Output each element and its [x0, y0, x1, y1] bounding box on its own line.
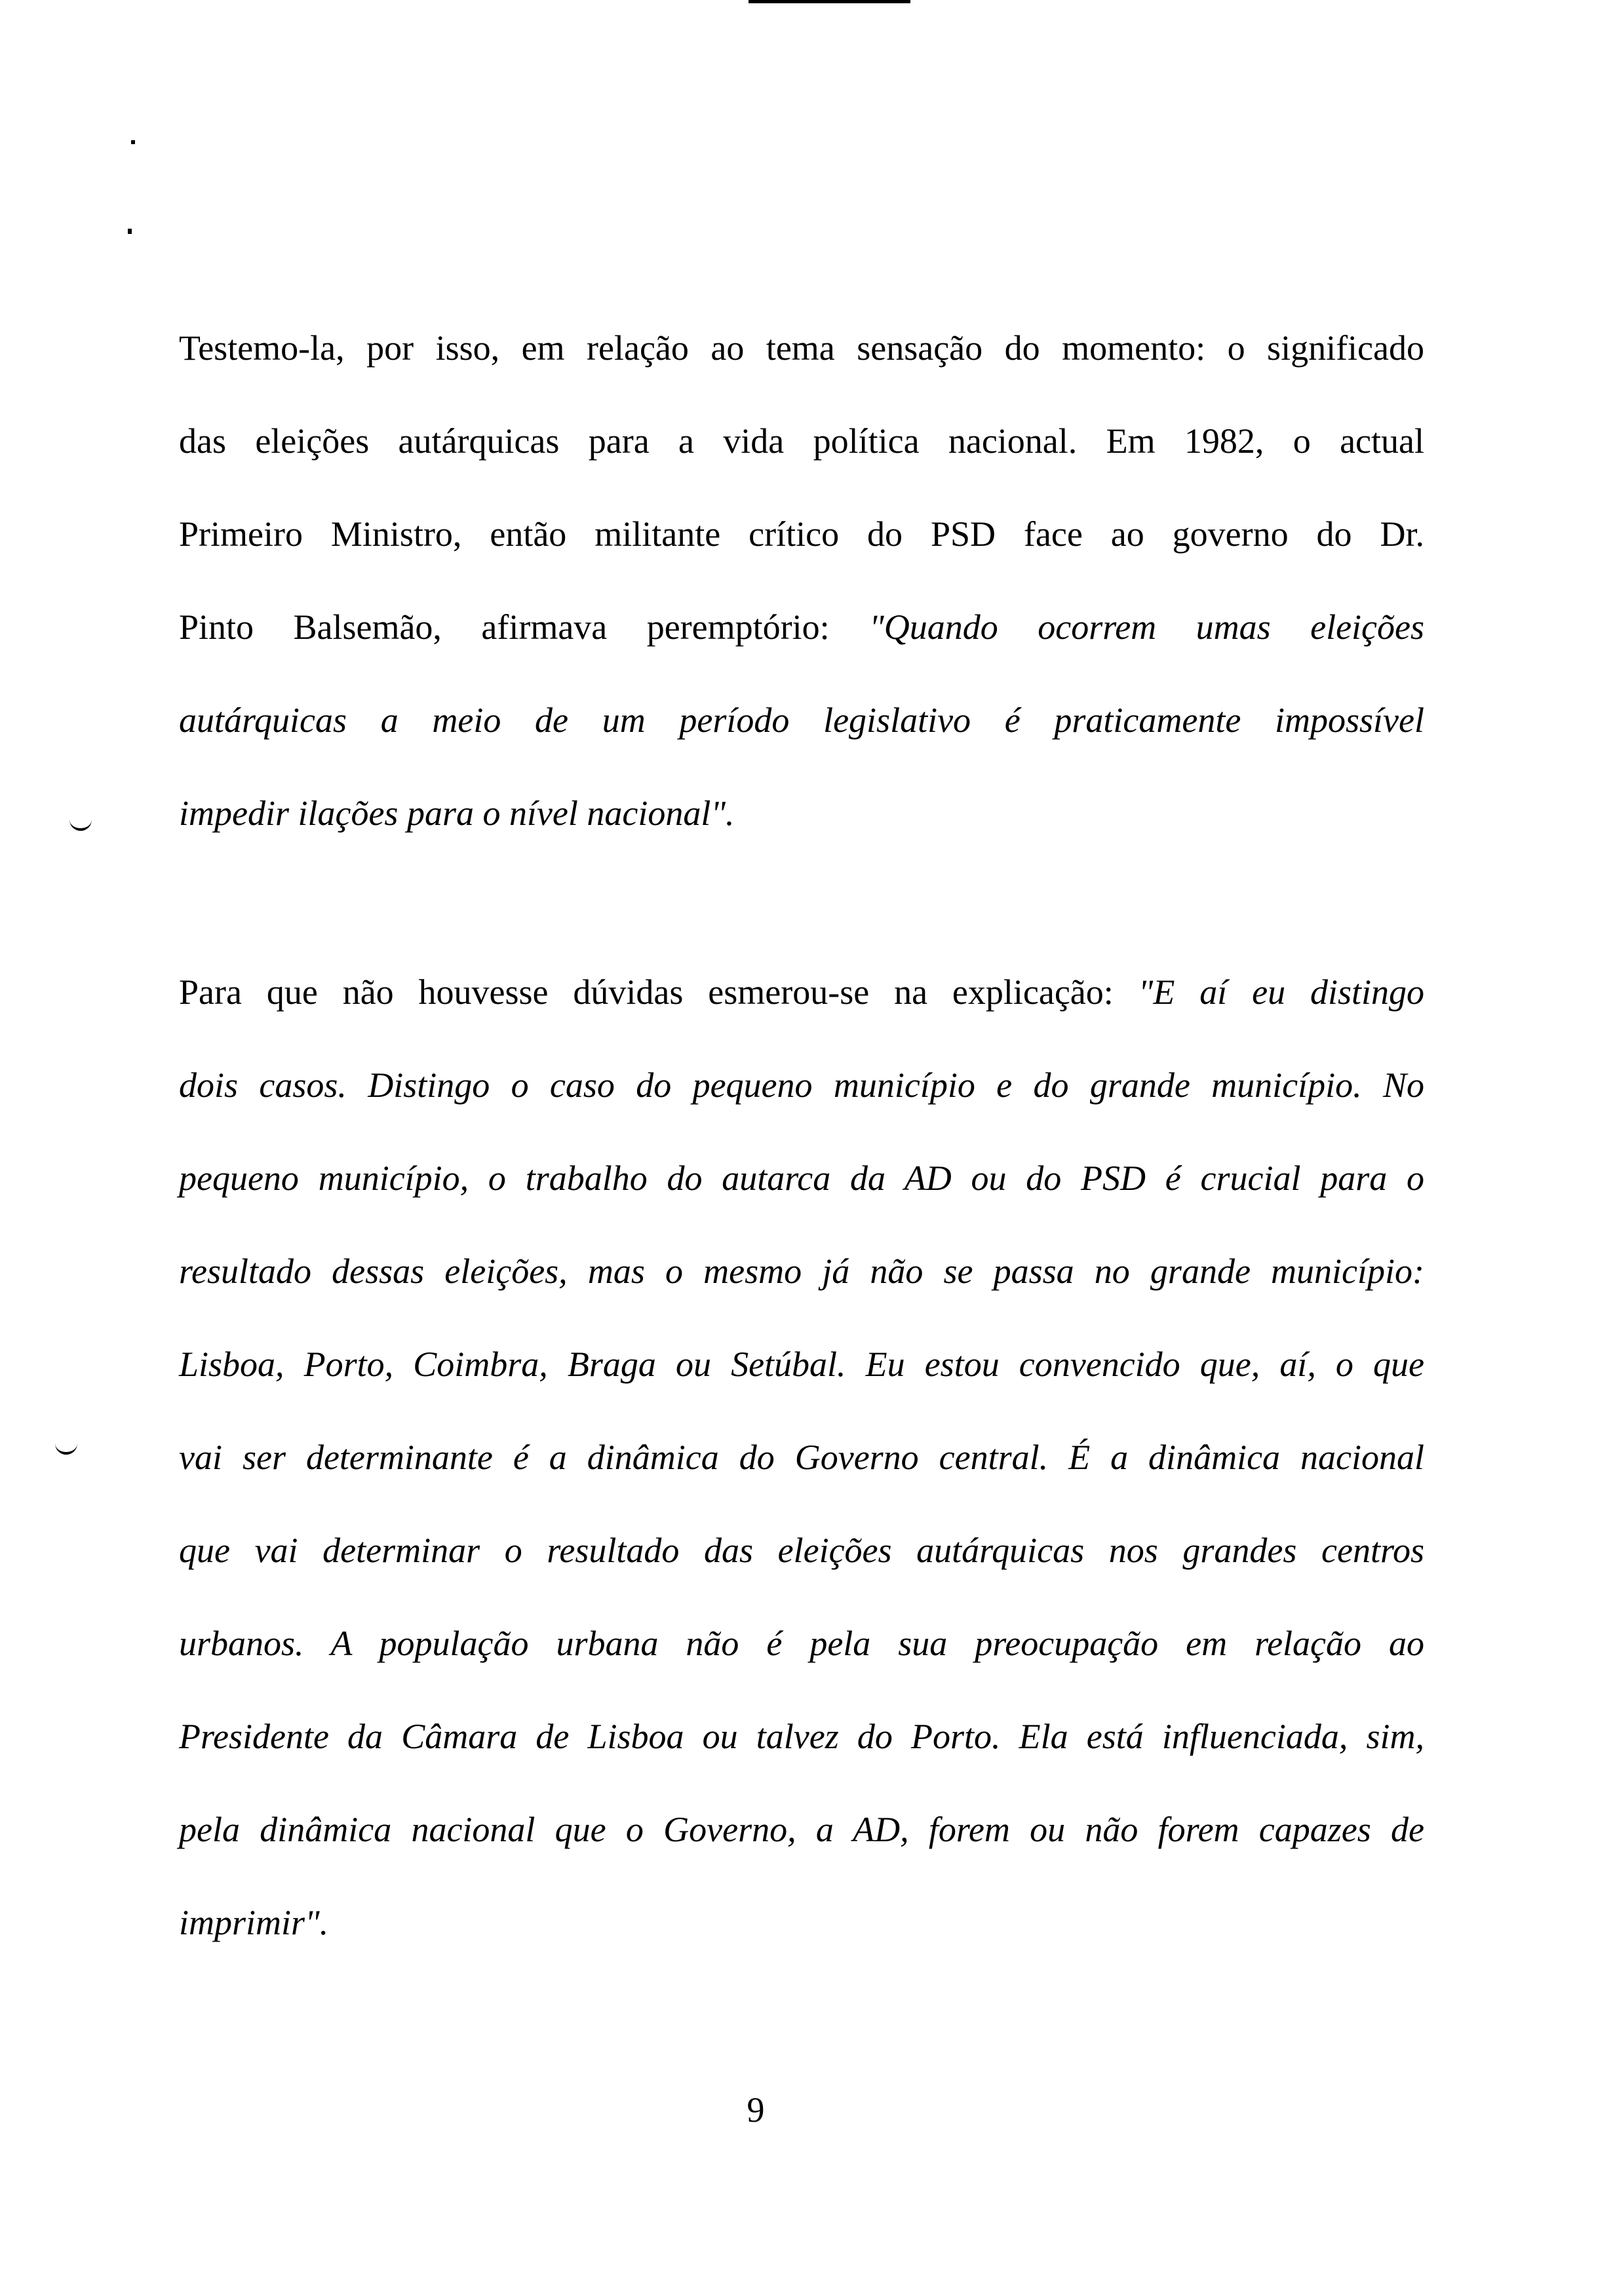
text-line [179, 1436, 1424, 1478]
quoted-text: resultado dessas eleições, mas o mesmo já não se passa no grande município: [179, 1252, 1424, 1291]
text-line [179, 1622, 1424, 1664]
margin-check-mark [69, 818, 92, 831]
quoted-text: impedir ilações para o nível nacional". [179, 794, 735, 833]
text-line [179, 1715, 1424, 1757]
body-text-segment: das eleições autárquicas para a vida política nacional. Em 1982, o actual [179, 421, 1424, 461]
quoted-text: urbanos. A população urbana não é pela sua preocupação em relação ao [179, 1624, 1424, 1663]
quoted-text: vai ser determinante é a dinâmica do Governo central. É a dinâmica nacional [179, 1438, 1424, 1477]
body-text-segment: Primeiro Ministro, então militante crítico do PSD face ao governo do Dr. [179, 514, 1424, 554]
text-line [179, 1064, 1424, 1106]
quoted-text: "E aí eu distingo [1138, 972, 1424, 1012]
text-line [179, 513, 1424, 555]
text-line [179, 1808, 1424, 1850]
margin-dot [128, 229, 132, 234]
quoted-text: Presidente da Câmara de Lisboa ou talvez do Porto. Ela está influenciada, sim, [179, 1717, 1424, 1756]
body-text-segment: Para que não houvesse dúvidas esmerou-se na explicação: [179, 972, 1138, 1012]
body-text-segment: Testemo-la, por isso, em relação ao tema sensação do momento: o significado [179, 328, 1424, 368]
quoted-text: dois casos. Distingo o caso do pequeno município e do grande município. No [179, 1065, 1424, 1105]
text-line [179, 420, 1424, 462]
text-line [179, 699, 1424, 741]
quoted-text: que vai determinar o resultado das eleições autárquicas nos grandes centros [179, 1531, 1424, 1570]
text-line [179, 1529, 1424, 1571]
quoted-text: pequeno município, o trabalho do autarca da AD ou do PSD é crucial para o [179, 1158, 1424, 1198]
text-line [179, 1902, 1424, 1943]
text-line [179, 1157, 1424, 1199]
quoted-text: pela dinâmica nacional que o Governo, a AD, forem ou não forem capazes de [179, 1810, 1424, 1849]
top-scan-mark [749, 0, 910, 3]
page-number: 9 [747, 2090, 765, 2130]
text-line [179, 1250, 1424, 1292]
body-text-segment: Pinto Balsemão, afirmava peremptório: [179, 607, 870, 647]
text-line [179, 606, 1424, 648]
text-line [179, 792, 1424, 834]
text-line [179, 971, 1424, 1013]
text-line [179, 1343, 1424, 1385]
quoted-text: "Quando ocorrem umas eleições [869, 607, 1424, 647]
margin-check-mark [55, 1442, 77, 1455]
quoted-text: Lisboa, Porto, Coimbra, Braga ou Setúbal. Eu estou convencido que, aí, o que [179, 1345, 1424, 1384]
text-line [179, 327, 1424, 369]
margin-dot [131, 140, 135, 144]
quoted-text: imprimir". [179, 1903, 329, 1942]
quoted-text: autárquicas a meio de um período legislativo é praticamente impossível [179, 700, 1424, 740]
